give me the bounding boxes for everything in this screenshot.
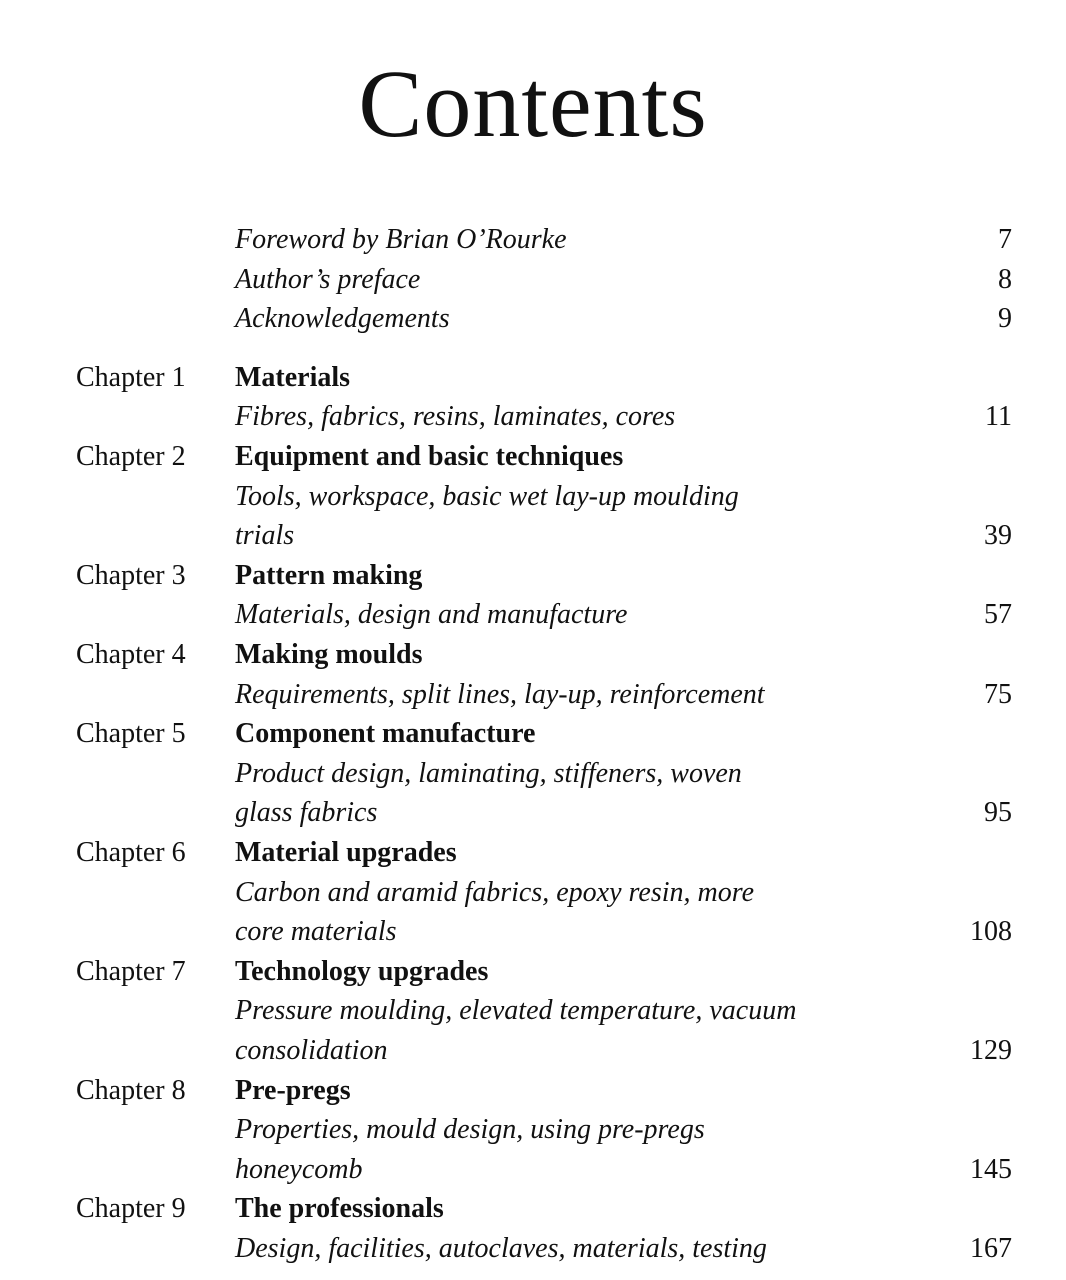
chapter-heading-row [0,1071,1066,1111]
chapter-description-row [0,1150,1066,1190]
page-number: 167 [970,1233,1012,1264]
chapter-description: Properties, mould design, using pre-pregs [235,1114,705,1146]
chapter-description: honeycomb [235,1153,363,1185]
chapter-heading-row [0,714,1066,754]
chapter-heading-row [0,635,1066,675]
page-number: 39 [984,520,1012,552]
page-number: 108 [970,916,1012,948]
chapter-title: Component manufacture [235,718,536,750]
chapter-title: Pattern making [235,559,423,591]
chapter-title: Material upgrades [235,837,457,868]
page-number: 7 [998,224,1012,255]
chapter-heading-row [0,952,1066,992]
chapter-title: Equipment and basic techniques [235,441,624,472]
chapter-description: Materials, design and manufacture [235,599,628,631]
chapter-title: Technology upgrades [235,955,489,987]
chapter-description-row [0,754,1066,794]
chapter-description-row [0,516,1066,556]
chapter-description-row [0,397,1066,437]
page-title: Contents [358,50,708,157]
chapter-heading-row [0,556,1066,596]
front-matter-title: Foreword by Brian O’Rourke [235,224,567,255]
chapter-description: trials [235,520,295,552]
chapter-description: Carbon and aramid fabrics, epoxy resin, more [235,876,754,908]
chapter-label: Chapter 7 [76,955,186,987]
page-number: 57 [984,599,1012,631]
chapter-description-row [0,675,1066,715]
chapter-title: The professionals [235,1193,444,1225]
front-matter-title: Acknowledgements [235,303,450,335]
chapter-description-row [0,1229,1066,1269]
chapter-description-row [0,1031,1066,1071]
chapter-title: Making moulds [235,639,423,670]
chapter-description: core materials [235,916,397,948]
page-number: 9 [998,303,1012,335]
chapter-label: Chapter 6 [76,837,186,868]
page-number: 8 [998,263,1012,295]
page-number: 95 [984,797,1012,829]
chapter-description: Pressure moulding, elevated temperature, vacuum [235,995,797,1027]
front-matter-entry [0,260,1066,300]
chapter-heading-row [0,358,1066,398]
chapter-description-row [0,793,1066,833]
chapter-label: Chapter 4 [76,639,186,670]
chapter-description-row [0,1110,1066,1150]
chapter-label: Chapter 5 [76,718,186,750]
chapter-heading-row [0,833,1066,873]
front-matter-entry [0,220,1066,260]
chapter-label: Chapter 2 [76,441,186,472]
chapter-description-row [0,873,1066,913]
chapter-description-row [0,595,1066,635]
chapter-title: Pre-pregs [235,1074,351,1106]
chapter-description-row [0,991,1066,1031]
chapter-title: Materials [235,361,351,393]
chapter-heading-row [0,437,1066,477]
chapter-heading-row [0,1189,1066,1229]
chapter-description: consolidation [235,1035,388,1066]
chapter-description-row [0,477,1066,517]
chapter-description: Fibres, fabrics, resins, laminates, cores [235,401,676,433]
chapter-label: Chapter 3 [76,559,186,591]
front-matter-title: Author’s preface [235,263,421,295]
chapter-label: Chapter 9 [76,1193,186,1225]
page-number: 145 [970,1153,1012,1185]
page-number: 11 [985,401,1012,433]
chapter-description: glass fabrics [235,797,378,829]
chapter-description-row [0,912,1066,952]
page-number: 129 [970,1035,1012,1066]
chapter-label: Chapter 1 [76,361,186,393]
chapter-description: Requirements, split lines, lay-up, reinforcement [235,678,765,710]
chapter-description: Design, facilities, autoclaves, materials, testing [235,1233,767,1264]
page-number: 75 [984,678,1012,710]
front-matter-entry [0,299,1066,339]
chapter-label: Chapter 8 [76,1074,186,1106]
chapter-description: Product design, laminating, stiffeners, woven [235,757,742,789]
chapter-description: Tools, workspace, basic wet lay-up moulding [235,480,739,512]
